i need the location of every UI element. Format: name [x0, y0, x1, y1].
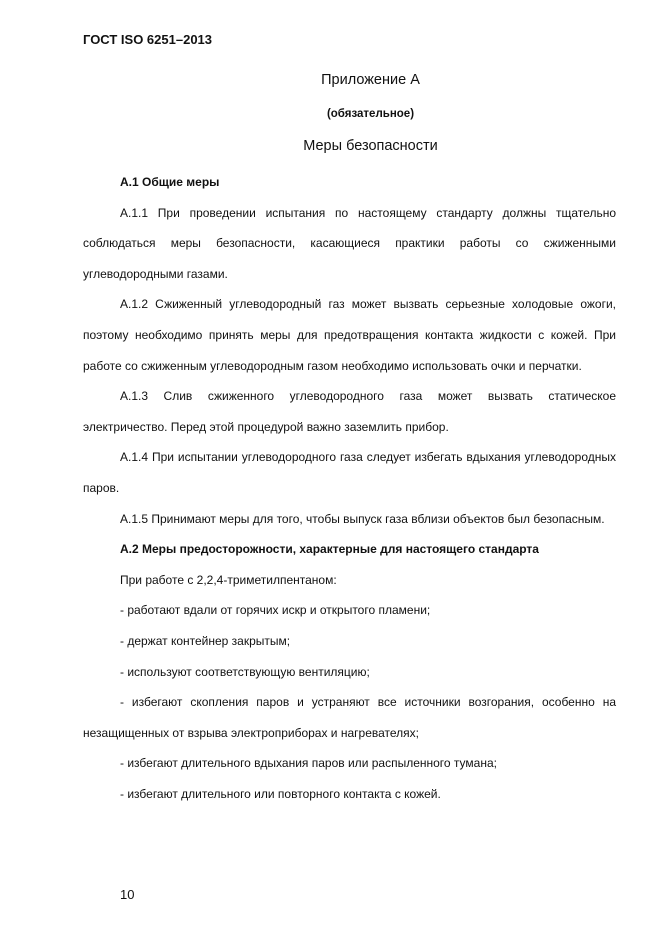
paragraph-a1-5: А.1.5 Принимают меры для того, чтобы выпуск газа вблизи объектов был безопасным.: [120, 511, 605, 526]
paragraph-a1-1: А.1.1 При проведении испытания по настоящему стандарту должны тщательно соблюдаться меры безопасности, касающиеся практики работы со сжиженными углеводородными газами.: [83, 205, 616, 281]
list-item: - избегают длительного вдыхания паров или распыленного тумана;: [120, 756, 497, 771]
paragraph-a1-2: А.1.2 Сжиженный углеводородный газ может вызвать серьезные холодовые ожоги, поэтому необходимо принять меры для предотвращения контакта жидкости с кожей. При работе со сжиженным углеводородным газом необходимо использовать очки и перчатки.: [83, 297, 616, 373]
annex-status: (обязательное): [326, 108, 415, 120]
list-item: - избегают скопления паров и устраняют все источники возгорания, особенно на незащищенных от взрыва электроприборах и нагревателях;: [83, 695, 616, 740]
list-item: - работают вдали от горячих искр и открытого пламени;: [120, 603, 431, 618]
section-title: А.2 Меры предосторожности, характерные для настоящего стандарта: [120, 542, 539, 557]
section-a1: [83, 167, 616, 809]
annex-title: Приложение А: [321, 72, 420, 88]
paragraph-a1-4: А.1.4 При испытании углеводородного газа следует избегать вдыхания углеводородных паров.: [83, 450, 616, 495]
list-item: - избегают длительного или повторного контакта с кожей.: [120, 786, 441, 801]
list-item: - используют соответствующую вентиляцию;: [120, 664, 370, 679]
annex-heading: Меры безопасности: [303, 138, 438, 154]
section-title: А.1 Общие меры: [120, 175, 220, 189]
paragraph-a1-3: А.1.3 Слив сжиженного углеводородного газа может вызвать статическое электричество. Перед этой процедурой важно заземлить прибор.: [83, 389, 616, 434]
list-item: - держат контейнер закрытым;: [120, 633, 291, 648]
page-number: 10: [120, 887, 135, 902]
section-intro: При работе с 2,2,4-триметилпентаном:: [120, 572, 337, 587]
document-code: ГОСТ ISO 6251–2013: [83, 32, 213, 47]
